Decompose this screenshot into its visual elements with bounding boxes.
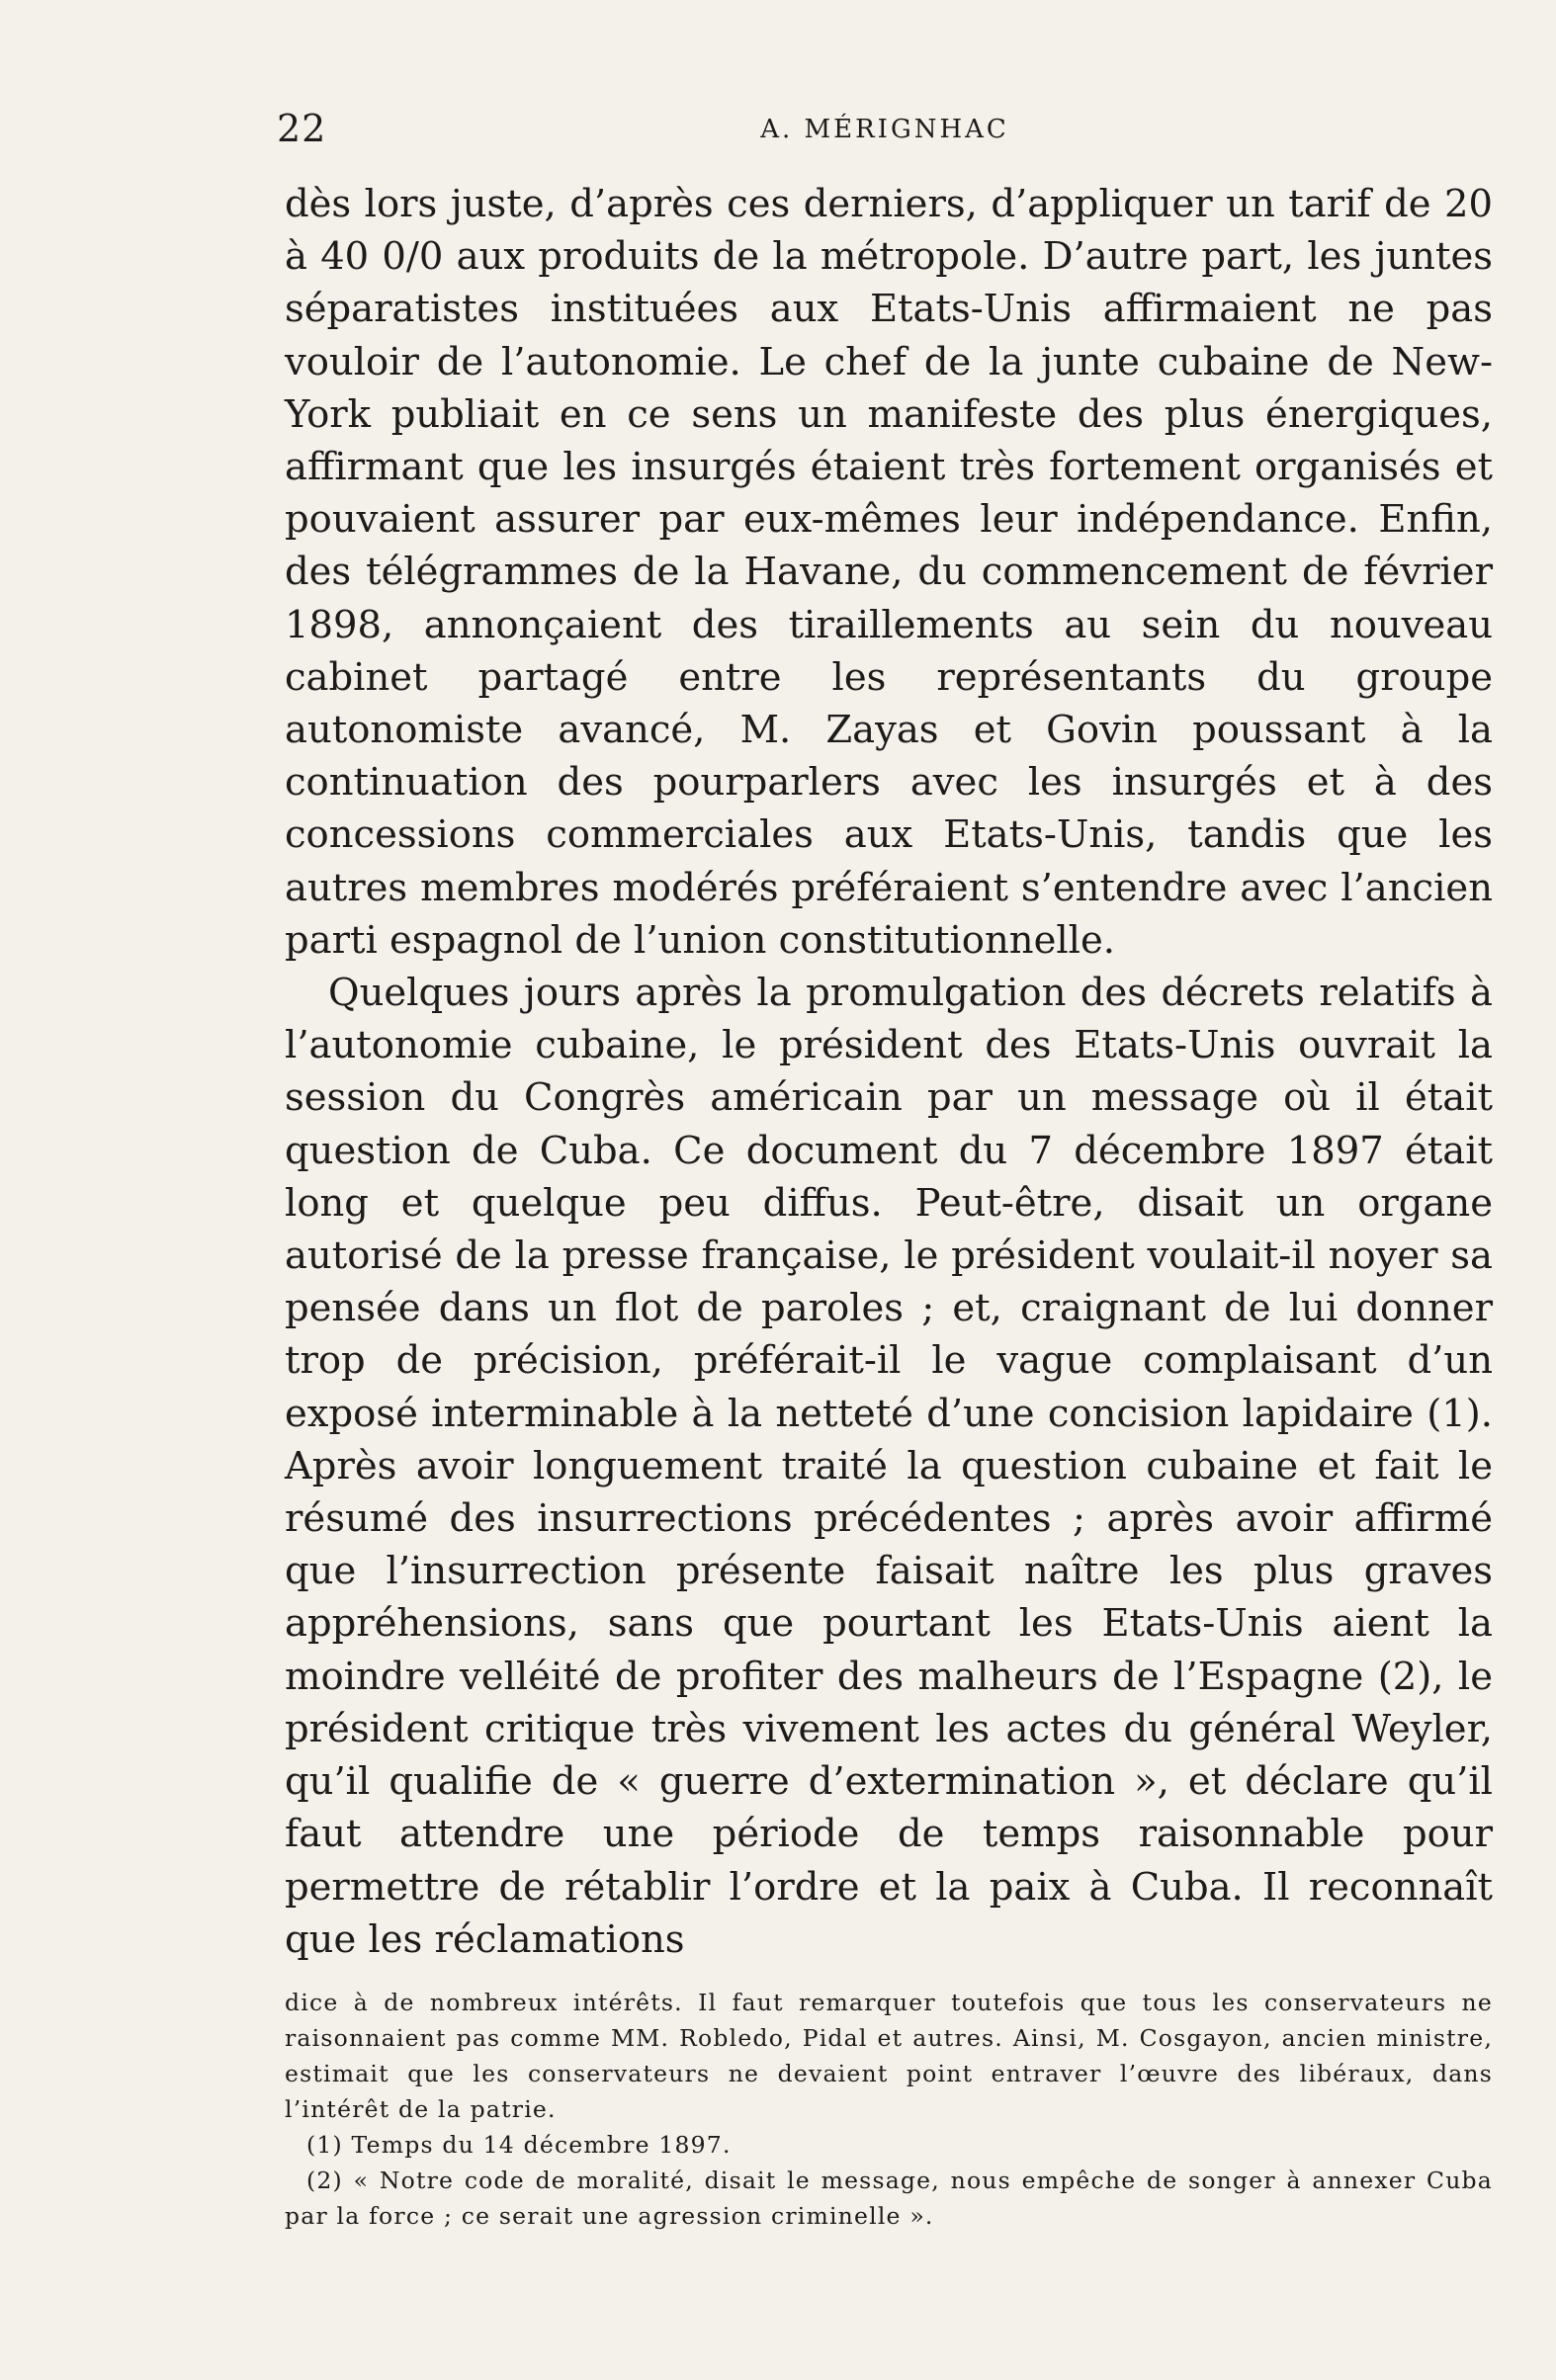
footnotes [285, 1985, 1493, 2234]
paragraph-continuation: dès lors juste, d’après ces derniers, d’appliquer un tarif de 20 à 40 0/0 aux produits de la métropole. D’autre part, les juntes séparatistes instituées aux Etats-Unis affirmaient ne pas vouloir de l’autonomie. Le chef de la junte cubaine de New-York publiait en ce sens un manifeste des plus énergiques, affirmant que les insurgés étaient très fortement organisés et pouvaient assurer par eux-mêmes leur indépendance. Enfin, des télégrammes de la Havane, du commencement de février 1898, annonçaient des tiraillements au sein du nouveau cabinet partagé entre les représentants du groupe autonomiste avancé, M. Zayas et Govin poussant à la continuation des pourparlers avec les insurgés et à des concessions commerciales aux Etats-Unis, tandis que les autres membres modérés préféraient s’entendre avec l’ancien parti espagnol de l’union constitutionnelle. [285, 182, 1493, 963]
page-number: 22 [277, 107, 327, 150]
paragraph: Quelques jours après la promulgation des décrets relatifs à l’autonomie cubaine, le président des Etats-Unis ouvrait la session du Congrès américain par un message où il était question de Cuba. Ce document du 7 décembre 1897 était long et quelque peu diffus. Peut-être, disait un organe autorisé de la presse française, le président voulait-il noyer sa pensée dans un flot de paroles ; et, craignant de lui donner trop de précision, préférait-il le vague complaisant d’un exposé interminable à la netteté d’une concision lapidaire (1). Après avoir longuement traité la question cubaine et fait le résumé des insurrections précédentes ; après avoir affirmé que l’insurrection présente faisait naître les plus graves appréhensions, sans que pourtant les Etats-Unis aient la moindre velléité de profiter des malheurs de l’Espagne (2), le président critique très vivement les actes du général Weyler, qu’il qualifie de « guerre d’extermination », et déclare qu’il faut attendre une période de temps raisonnable pour permettre de rétablir l’ordre et la paix à Cuba. Il reconnaît que les réclamations [285, 971, 1493, 1962]
running-head [277, 107, 1493, 156]
footnote-1: (1) Temps du 14 décembre 1897. [306, 2131, 732, 2159]
footnote-continuation: dice à de nombreux intérêts. Il faut remarquer toutefois que tous les conservateurs ne raisonnaient pas comme MM. Robledo, Pidal et autres. Ainsi, M. Cosgayon, ancien ministre, estimait que les conservateurs ne devaient point entraver l’œuvre des libéraux, dans l’intérêt de la patrie. [285, 1989, 1493, 2123]
footnote-2: (2) « Notre code de moralité, disait le message, nous empêche de songer à annexer Cuba par la force ; ce serait une agression criminelle ». [285, 2167, 1493, 2230]
running-head-title: A. MÉRIGNHAC [760, 115, 1009, 144]
body-text [285, 178, 1493, 1966]
